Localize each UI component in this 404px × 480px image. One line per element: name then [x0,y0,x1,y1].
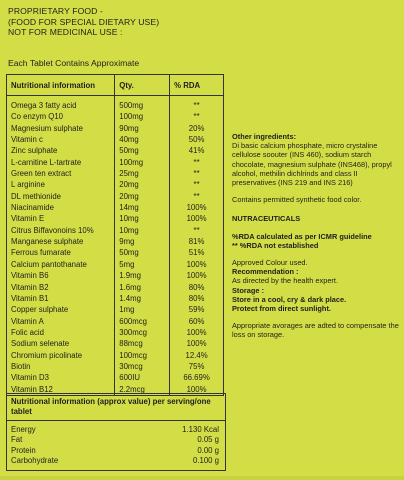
nutrient-name: DL methionide [7,191,115,202]
nutrient-value: 0.00 g [197,445,219,455]
nutrient-name: Vitamin B1 [7,293,115,304]
nutrient-rda: 50% [188,135,205,145]
nutrient-rda: 81% [188,237,205,247]
rda-note-2: ** %RDA not established [232,240,319,250]
nutrient-rda: 60% [188,316,205,326]
nutrient-name: Zinc sulphate [7,145,115,156]
column-header-qty: Qty. [115,75,170,96]
table-row [7,259,224,270]
nutrient-name: Calcium pantothanate [7,259,115,270]
nutrient-name: Green ten extract [7,168,115,179]
nutrient-rda: 75% [188,361,205,371]
nutrient-name: Citrus Biffavonoins 10% [7,225,115,236]
nutrient-rda: 12.4% [185,350,208,360]
info-panel [232,132,400,340]
nutrient-rda: ** [193,101,200,110]
nutrient-name: Magnesium sulphate [7,123,115,134]
serving-nutrition-title: Nutritional information (approx value) per serving/one tablet [7,394,225,421]
nutrient-name: Niacinamide [7,202,115,213]
nutrient-name: Vitamin c [7,134,115,145]
list-item [7,435,225,445]
list-item [7,425,225,435]
nutrient-value: 0.05 g [197,435,219,445]
nutrient-qty: 30mcg [115,361,170,372]
nutrient-value: 0.100 g [192,456,219,466]
table-row [7,372,224,383]
nutrient-qty: 600mcg [115,316,170,327]
nutrient-rda: ** [193,191,200,201]
table-row [7,247,224,258]
table-row [7,350,224,361]
subtitle: Each Tablet Contains Approximate [8,58,140,68]
table-row [7,179,224,190]
nutrient-name: Chromium picolinate [7,350,115,361]
rda-note: %RDA calculated as per ICMR guideline [232,231,372,241]
nutrient-qty: 1mg [115,304,170,315]
ingredients-title: Other ingredients: [232,132,297,141]
nutrient-label: Carbohydrate [11,456,59,466]
nutrient-name: Omega 3 fatty acid [7,96,115,112]
nutrient-qty: 40mg [115,134,170,145]
table-row [7,123,224,134]
table-header-row [7,75,224,96]
nutrient-rda: 100% [186,203,207,213]
nutrient-name: L arginine [7,179,115,190]
recommendation-text: As directed by the health expert. [232,276,338,286]
nutrient-rda: 100% [186,327,207,337]
list-item [7,456,225,466]
nutrient-qty: 1.4mg [115,293,170,304]
nutrient-label: Protein [11,445,36,455]
nutrient-qty: 50mg [115,247,170,258]
list-item [7,446,225,456]
table-row [7,225,224,236]
table-row [7,293,224,304]
table-row [7,304,224,315]
nutrient-qty: 300mcg [115,327,170,338]
nutrient-name: Biotin [7,361,115,372]
column-header-rda: % RDA [170,75,224,96]
nutrient-rda: ** [193,180,200,190]
nutrient-rda: 100% [186,214,207,224]
nutrient-qty: 100mcg [115,350,170,361]
serving-nutrition-table [6,393,226,471]
overage-note: Appropriate avorages are adted to compensate the loss on storage. [232,321,399,340]
header-line-1: PROPRIETARY FOOD - [8,6,103,16]
nutrient-qty: 9mg [115,236,170,247]
table-row [7,96,224,112]
table-row [7,168,224,179]
color-note: Contains permitted synthetic food color. [232,195,362,205]
table-row [7,338,224,349]
approved-colour-note: Approved Colour used. [232,258,308,268]
nutrient-name: Manganese sulphate [7,236,115,247]
table-row [7,282,224,293]
table-row [7,111,224,122]
nutrient-rda: 100% [186,259,207,269]
nutrient-qty: 20mg [115,179,170,190]
nutrient-name: Vitamin B6 [7,270,115,281]
nutrient-name: L-carnitine L-tartrate [7,157,115,168]
nutrient-rda: 100% [186,384,207,394]
nutrient-rda: ** [193,157,200,167]
nutrient-rda: 80% [188,282,205,292]
nutraceuticals-heading: NUTRACEUTICALS [232,214,301,224]
nutrition-rda-table [6,74,224,396]
serving-nutrition-body [7,421,225,470]
nutrient-name: Co enzym Q10 [7,111,115,122]
nutrient-name: Sodium selenate [7,338,115,349]
table-row [7,236,224,247]
nutrient-rda: ** [193,112,200,122]
nutrient-qty: 5mg [115,259,170,270]
nutrient-name: Vitamin D3 [7,372,115,383]
storage-text-1: Store in a cool, cry & dark place. [232,294,347,304]
nutrient-rda: 41% [188,146,205,156]
nutrient-name: Vitamin B2 [7,282,115,293]
header-line-2: (FOOD FOR SPECIAL DIETARY USE) [8,16,160,27]
nutrient-rda: 51% [188,248,205,258]
nutrient-name: Copper sulphate [7,304,115,315]
bottom-strip [0,476,404,480]
nutrient-qty: 1.6mg [115,282,170,293]
nutrient-qty: 90mg [115,123,170,134]
nutrient-rda: 59% [188,305,205,315]
nutrient-qty: 1.9mg [115,270,170,281]
nutrient-qty: 25mg [115,168,170,179]
header-block [8,6,159,38]
nutrient-qty: 88mcg [115,338,170,349]
nutrient-rda: 100% [186,339,207,349]
storage-title: Storage : [232,285,265,295]
storage-text-2: Protect from direct sunlight. [232,304,331,314]
nutrient-label: Fat [11,435,23,445]
nutrient-rda: ** [193,225,200,235]
nutrient-name: Ferrous fumarate [7,247,115,258]
nutrient-value: 1.130 Kcal [182,425,219,434]
table-row [7,270,224,281]
nutrient-rda: 100% [186,271,207,281]
nutrient-qty: 20mg [115,191,170,202]
nutrient-qty: 100mg [115,111,170,122]
nutrient-qty: 50mg [115,145,170,156]
nutrient-name: Vitamin A [7,316,115,327]
recommendation-title: Recommendation : [232,267,299,277]
nutrient-rda: 80% [188,293,205,303]
nutrient-name: Vitamin E [7,213,115,224]
column-header-nutrient: Nutritional information [7,75,115,96]
nutrient-name: Folic acid [7,327,115,338]
nutrient-qty: 14mg [115,202,170,213]
table-row [7,213,224,224]
ingredients-text: Di basic calcium phosphate, micro crystaline cellulose soouter (INS 460), sodium starch chocolate, magnesium sulphate (INS468), propyl alcohol, methilin dichlrinds and class II preservatives (INS 219 and INS 216) [232,141,392,188]
nutrient-label: Energy [11,425,36,434]
nutrient-rda: 66.69% [183,373,210,383]
table-row [7,191,224,202]
table-row [7,157,224,168]
nutrient-qty: 2.2mcg [115,384,170,396]
header-line-3: NOT FOR MEDICINAL USE : [8,27,123,37]
nutrient-qty: 500mg [115,96,170,112]
nutrient-qty: 100mg [115,157,170,168]
nutrient-rda: 20% [188,123,205,133]
table-row [7,145,224,156]
table-row [7,316,224,327]
nutrient-rda: ** [193,169,200,179]
table-row [7,361,224,372]
nutrient-qty: 10mg [115,225,170,236]
table-row [7,134,224,145]
table-row [7,202,224,213]
table-row [7,327,224,338]
nutrient-qty: 10mg [115,213,170,224]
nutrient-qty: 600IU [115,372,170,383]
nutrient-name: Vitamin B12 [7,384,115,396]
